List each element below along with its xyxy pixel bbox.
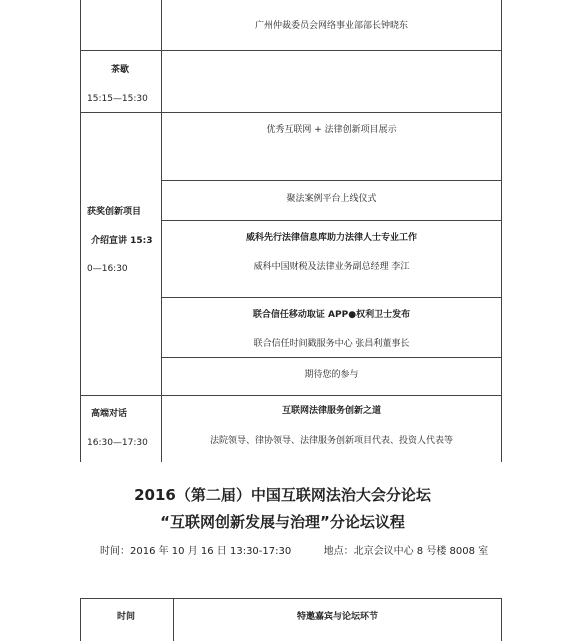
tea-break-label: 茶歇	[111, 65, 130, 75]
col-header-time: 时间	[117, 612, 136, 622]
row-divider	[81, 395, 501, 396]
speaker-text: 广州仲裁委员会网络事业部部长钟晓东	[254, 21, 408, 31]
award-item-subtitle: 联合信任时间戳服务中心 张昌利董事长	[253, 339, 410, 349]
dialogue-subtitle: 法院领导、律协领导、法律服务创新项目代表、投资人代表等	[209, 436, 453, 446]
award-label-line3: 0—16:30	[87, 264, 128, 274]
dialogue-time: 16:30—17:30	[87, 438, 148, 448]
award-item-title: 优秀互联网 + 法律创新项目展示	[266, 125, 397, 135]
award-item-title: 期待您的参与	[304, 370, 359, 380]
event-location: 地点：北京会议中心 8 号楼 8008 室	[323, 546, 489, 557]
forum-title-line1: 2016（第二届）中国互联网法治大会分论坛	[134, 486, 431, 504]
col-header-session: 特邀嘉宾与论坛环节	[296, 612, 378, 622]
award-item-title: 聚法案例平台上线仪式	[286, 194, 377, 204]
row-divider	[81, 112, 501, 113]
award-item-subtitle: 威科中国财税及法律业务副总经理 李江	[253, 262, 410, 272]
award-item-title: 威科先行法律信息库助力法律人士专业工作	[245, 233, 417, 243]
row-divider	[162, 297, 501, 298]
award-item-title: 联合信任移动取证 APP●权利卫士发布	[252, 310, 411, 320]
agenda-table-bottom	[80, 598, 502, 641]
row-divider	[162, 220, 501, 221]
event-info	[100, 545, 488, 558]
dialogue-title: 互联网法律服务创新之道	[281, 406, 381, 416]
award-label-line1: 获奖创新项目	[87, 207, 142, 217]
award-label-line2	[91, 235, 153, 247]
row-divider	[81, 50, 501, 51]
event-time: 时间：2016 年 10 月 16 日 13:30-17:30	[100, 546, 292, 557]
award-label-line2-text: 介绍宣讲 15:3	[91, 236, 153, 246]
tea-break-time: 15:15—15:30	[87, 94, 148, 104]
column-divider	[161, 0, 162, 462]
row-divider	[162, 357, 501, 358]
row-divider	[162, 180, 501, 181]
dialogue-label: 高端对话	[91, 409, 128, 419]
forum-title-line2: “互联网创新发展与治理”分论坛议程	[160, 513, 405, 531]
agenda-table-top	[80, 0, 502, 462]
